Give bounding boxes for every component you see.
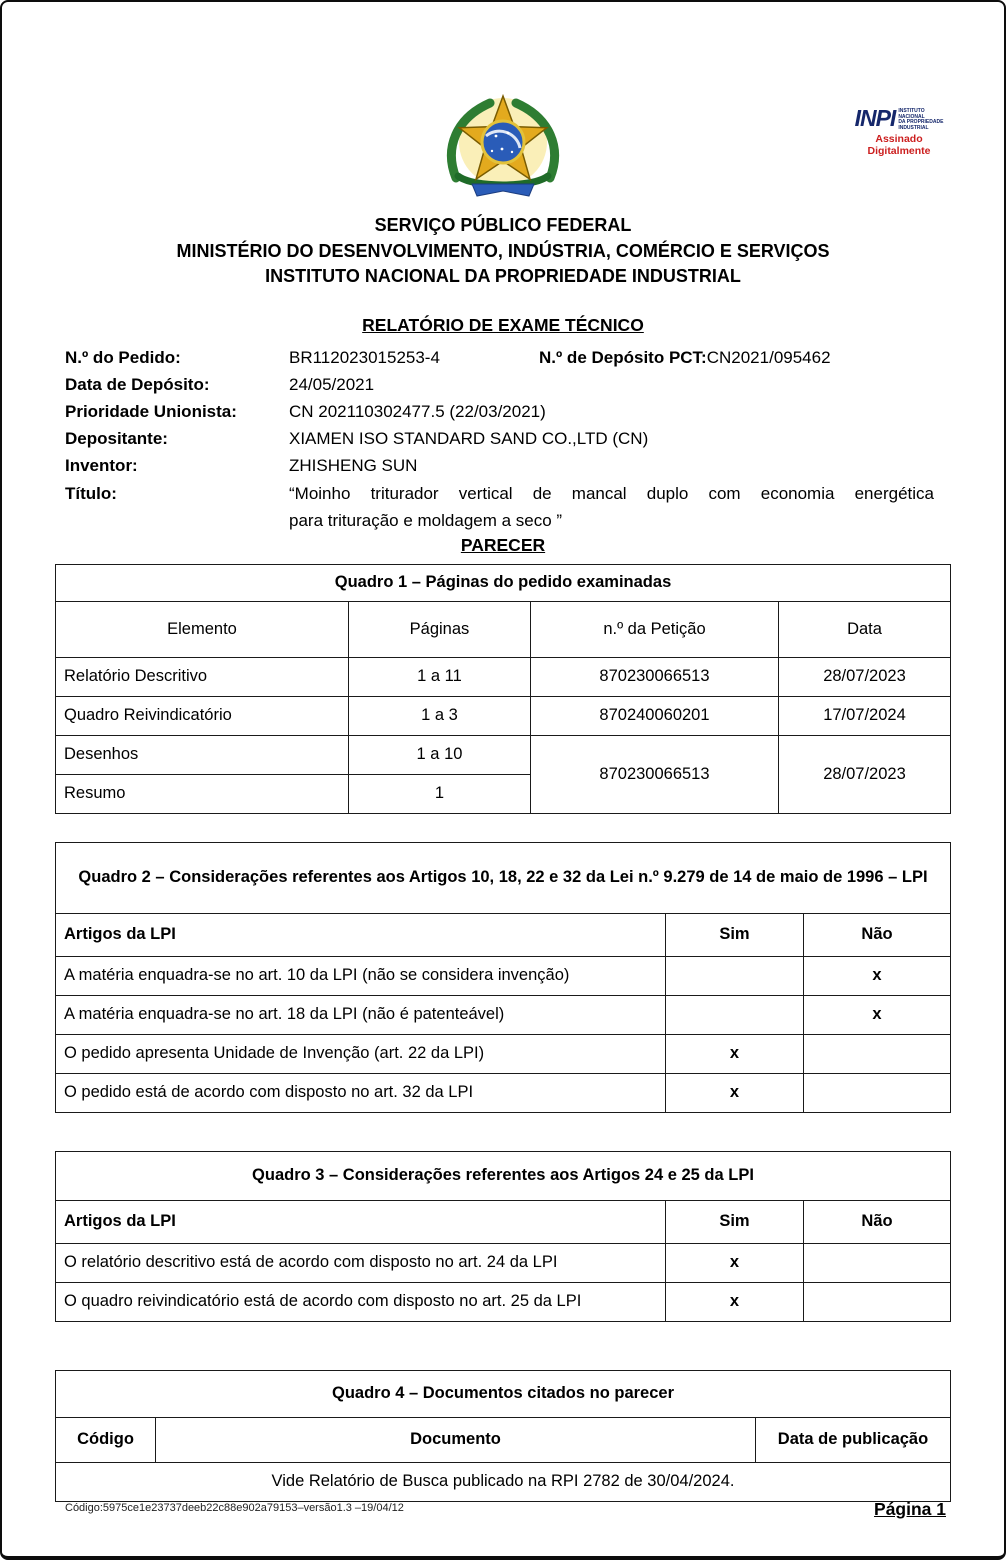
q1-cell: 870230066513: [530, 657, 778, 696]
table-row: [55, 1073, 950, 1112]
brazil-coat-of-arms-icon: [427, 92, 579, 202]
q2-sim-mark: x: [665, 1034, 803, 1073]
quadro3-table: [55, 1151, 951, 1322]
field-depositante: [65, 425, 941, 452]
q1-cell: 17/07/2024: [778, 696, 950, 735]
quadro2-header-row: [55, 913, 950, 956]
field-inventor: [65, 452, 941, 479]
q2-row-label: A matéria enquadra-se no art. 10 da LPI (não se considera invenção): [55, 956, 665, 995]
q3-nao-mark: [803, 1243, 950, 1282]
quadro4-content-row: [56, 1462, 951, 1501]
quadro1-title-row: [55, 564, 950, 601]
table-row: [55, 956, 950, 995]
q2-nao-mark: x: [803, 995, 950, 1034]
q2-row-label: O pedido apresenta Unidade de Invenção (art. 22 da LPI): [55, 1034, 665, 1073]
q1-cell: Resumo: [55, 774, 348, 813]
quadro1-title: Quadro 1 – Páginas do pedido examinadas: [55, 564, 950, 601]
deposito-label: Data de Depósito:: [65, 374, 210, 394]
quadro2-table: [55, 842, 951, 1113]
q3-header-artigos: Artigos da LPI: [55, 1200, 665, 1243]
prioridade-label: Prioridade Unionista:: [65, 401, 237, 421]
q3-header-sim: Sim: [665, 1200, 803, 1243]
table-row: [55, 1282, 950, 1321]
inpi-signature-stamp: [834, 105, 964, 157]
q1-header-data: Data: [778, 601, 950, 657]
inpi-logo-icon: INPI: [854, 105, 896, 131]
pedido-value: BR112023015253-4: [289, 347, 440, 367]
footer-document-code: Código:5975ce1e23737deeb22c88e902a79153–versão1.3 –19/04/12: [65, 1502, 404, 1514]
q2-header-artigos: Artigos da LPI: [55, 913, 665, 956]
quadro3-title: Quadro 3 – Considerações referentes aos Artigos 24 e 25 da LPI: [55, 1151, 950, 1200]
quadro4-table: [55, 1370, 951, 1502]
field-titulo: [65, 480, 941, 534]
q1-cell: 1 a 11: [348, 657, 530, 696]
table-row: [55, 696, 950, 735]
table-row: [55, 995, 950, 1034]
org-line-3: INSTITUTO NACIONAL DA PROPRIEDADE INDUSTRIAL: [265, 266, 741, 286]
quadro4-content: Vide Relatório de Busca publicado na RPI 2782 de 30/04/2024.: [56, 1462, 951, 1501]
field-pedido: [65, 344, 941, 371]
titulo-label: Título:: [65, 483, 117, 503]
depositante-label: Depositante:: [65, 429, 168, 449]
inpi-tagline: INSTITUTO NACIONAL DA PROPRIEDADE INDUSTRIAL: [898, 108, 944, 131]
q2-sim-mark: [665, 995, 803, 1034]
q4-header-documento: Documento: [156, 1417, 756, 1462]
inventor-label: Inventor:: [65, 456, 138, 476]
q2-header-sim: Sim: [665, 913, 803, 956]
q1-cell: 1: [348, 774, 530, 813]
q1-cell: 870240060201: [530, 696, 778, 735]
q1-cell: Relatório Descritivo: [55, 657, 348, 696]
q2-sim-mark: [665, 956, 803, 995]
q3-nao-mark: [803, 1282, 950, 1321]
q2-row-label: O pedido está de acordo com disposto no art. 32 da LPI: [55, 1073, 665, 1112]
pct-label: N.º de Depósito PCT:: [539, 347, 707, 367]
q1-merged-petition: 870230066513: [530, 735, 778, 813]
org-line-2: MINISTÉRIO DO DESENVOLVIMENTO, INDÚSTRIA, COMÉRCIO E SERVIÇOS: [176, 240, 830, 261]
table-row: [55, 657, 950, 696]
q3-row-label: O relatório descritivo está de acordo com disposto no art. 24 da LPI: [55, 1243, 665, 1282]
quadro4-header-row: [56, 1417, 951, 1462]
q1-cell: 28/07/2023: [778, 657, 950, 696]
q2-nao-mark: [803, 1073, 950, 1112]
field-deposito: [65, 371, 941, 398]
quadro2-title: Quadro 2 – Considerações referentes aos Artigos 10, 18, 22 e 32 da Lei n.º 9.279 de 14 de maio de 1996 – LPI: [55, 842, 950, 913]
q1-cell: Quadro Reivindicatório: [55, 696, 348, 735]
q1-header-peticao: n.º da Petição: [530, 601, 778, 657]
bibliographic-fields: [65, 344, 941, 534]
parecer-heading: PARECER: [460, 534, 546, 555]
org-line-1: SERVIÇO PÚBLICO FEDERAL: [374, 215, 632, 235]
quadro3-title-row: [55, 1151, 950, 1200]
pedido-label: N.º do Pedido:: [65, 347, 181, 367]
report-title: RELATÓRIO DE EXAME TÉCNICO: [362, 314, 644, 335]
field-prioridade: [65, 398, 941, 425]
table-row: [55, 1034, 950, 1073]
quadro4-title-row: [56, 1370, 951, 1417]
q1-cell: Desenhos: [55, 735, 348, 774]
q2-row-label: A matéria enquadra-se no art. 18 da LPI (não é patenteável): [55, 995, 665, 1034]
pct-value: CN2021/095462: [706, 347, 831, 367]
prioridade-value: CN 202110302477.5 (22/03/2021): [289, 401, 546, 421]
table-row: [55, 735, 950, 774]
q2-sim-mark: x: [665, 1073, 803, 1112]
q1-header-elemento: Elemento: [55, 601, 348, 657]
page-number: Página 1: [874, 1499, 946, 1519]
q2-nao-mark: x: [803, 956, 950, 995]
quadro4-title: Quadro 4 – Documentos citados no parecer: [56, 1370, 951, 1417]
table-row: [55, 1243, 950, 1282]
q1-merged-date: 28/07/2023: [778, 735, 950, 813]
q4-header-codigo: Código: [56, 1417, 156, 1462]
q3-row-label: O quadro reivindicatório está de acordo com disposto no art. 25 da LPI: [55, 1282, 665, 1321]
titulo-value: “Moinho triturador vertical de mancal duplo com economia energética para trituração e moldagem a seco ”: [289, 483, 934, 530]
q1-cell: 1 a 3: [348, 696, 530, 735]
depositante-value: XIAMEN ISO STANDARD SAND CO.,LTD (CN): [289, 429, 649, 449]
q3-sim-mark: x: [665, 1282, 803, 1321]
q1-cell: 1 a 10: [348, 735, 530, 774]
org-header: [2, 213, 1004, 290]
q3-header-nao: Não: [803, 1200, 950, 1243]
quadro2-title-row: [55, 842, 950, 913]
q2-nao-mark: [803, 1034, 950, 1073]
q2-header-nao: Não: [803, 913, 950, 956]
deposito-value: 24/05/2021: [289, 374, 375, 394]
q3-sim-mark: x: [665, 1243, 803, 1282]
q1-header-paginas: Páginas: [348, 601, 530, 657]
signed-digitally-label: Assinado Digitalmente: [867, 133, 931, 157]
inventor-value: ZHISHENG SUN: [289, 456, 418, 476]
q4-header-data: Data de publicação: [756, 1417, 951, 1462]
quadro1-table: [55, 564, 951, 814]
quadro3-header-row: [55, 1200, 950, 1243]
quadro1-header-row: [55, 601, 950, 657]
